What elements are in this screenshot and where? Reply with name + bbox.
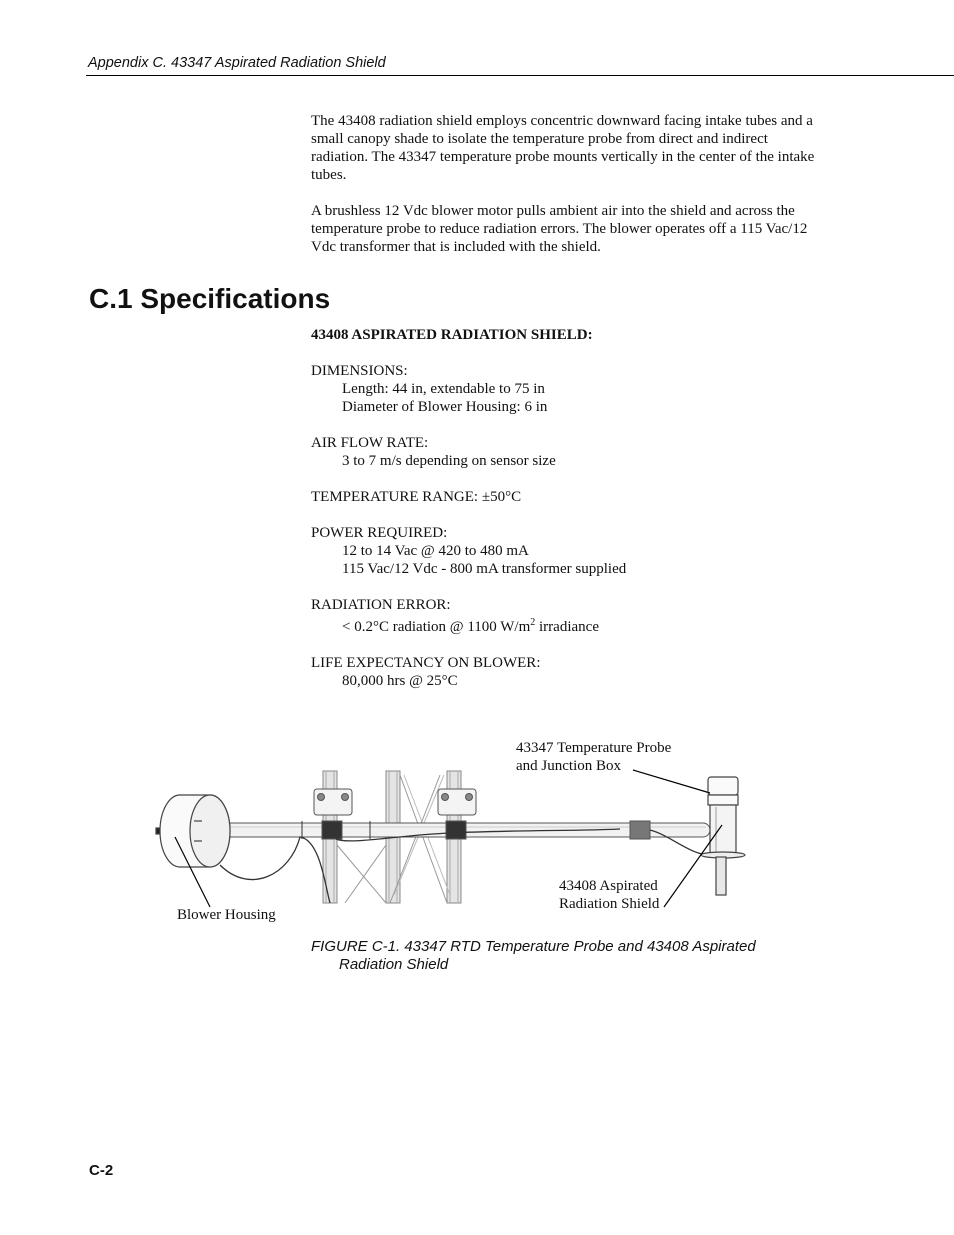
shield-callout	[559, 877, 659, 913]
blower-housing	[156, 795, 230, 867]
spec-label: AIR FLOW RATE:	[311, 435, 429, 451]
spec-label: POWER REQUIRED:	[311, 525, 448, 541]
shield-label-line2: Radiation Shield	[559, 896, 660, 912]
spec-value	[311, 614, 831, 636]
header-rule	[86, 75, 954, 76]
probe-label-line1: 43347 Temperature Probe	[516, 740, 672, 756]
caption-line-2: Radiation Shield	[339, 956, 449, 973]
spec-airflow	[311, 434, 831, 470]
spec-life-expectancy	[311, 654, 831, 690]
intake-tube	[220, 821, 710, 839]
intro-paragraph-2: A brushless 12 Vdc blower motor pulls ambient air into the shield and across the temperature probe to reduce radiation errors. The blower operates off a 115 Vac/12 Vdc transformer that is included with the shield.	[311, 203, 808, 255]
spec-value: 12 to 14 Vac @ 420 to 480 mA	[342, 543, 529, 559]
spec-value: 80,000 hrs @ 25°C	[342, 673, 458, 689]
spec-radiation-error	[311, 596, 831, 636]
spec-value: Length: 44 in, extendable to 75 in	[342, 381, 545, 397]
probe-callout	[516, 739, 671, 775]
blower-label: Blower Housing	[177, 907, 276, 923]
running-header: Appendix C. 43347 Aspirated Radiation Shield	[88, 55, 386, 71]
spec-dimensions	[311, 362, 831, 416]
section-heading: C.1 Specifications	[89, 283, 331, 314]
figure-caption	[311, 938, 831, 974]
spec-label: DIMENSIONS:	[311, 363, 408, 379]
spec-temperature-range	[311, 488, 831, 506]
spec-value: 3 to 7 m/s depending on sensor size	[342, 453, 556, 469]
shield-illustration	[150, 735, 790, 935]
spec-label: TEMPERATURE RANGE: ±50°C	[311, 489, 522, 505]
spec-value-prefix: < 0.2°C radiation @ 1100 W/m	[342, 619, 531, 635]
intro-paragraph-1: The 43408 radiation shield employs concentric downward facing intake tubes and a small canopy shade to isolate the temperature probe from direct and indirect radiation. The 43347 temperature probe mounts vertically in the center of the intake tubes.	[311, 113, 815, 183]
page-number: C-2	[89, 1162, 114, 1179]
spec-label: LIFE EXPECTANCY ON BLOWER:	[311, 655, 541, 671]
spec-value-suffix: irradiance	[535, 619, 599, 635]
superscript: 2	[530, 617, 536, 628]
radiation-shield-assembly	[701, 777, 745, 895]
spec-value: 115 Vac/12 Vdc - 800 mA transformer supplied	[342, 561, 627, 577]
spec-value: Diameter of Blower Housing: 6 in	[342, 399, 548, 415]
probe-label-line2: and Junction Box	[516, 758, 621, 774]
specifications-block	[311, 326, 831, 708]
spec-power	[311, 524, 831, 578]
shield-label-line1: 43408 Aspirated	[559, 878, 658, 894]
spec-title: 43408 ASPIRATED RADIATION SHIELD:	[311, 327, 593, 343]
caption-line-1: FIGURE C-1. 43347 RTD Temperature Probe and 43408 Aspirated	[311, 938, 756, 955]
spec-label: RADIATION ERROR:	[311, 597, 451, 613]
